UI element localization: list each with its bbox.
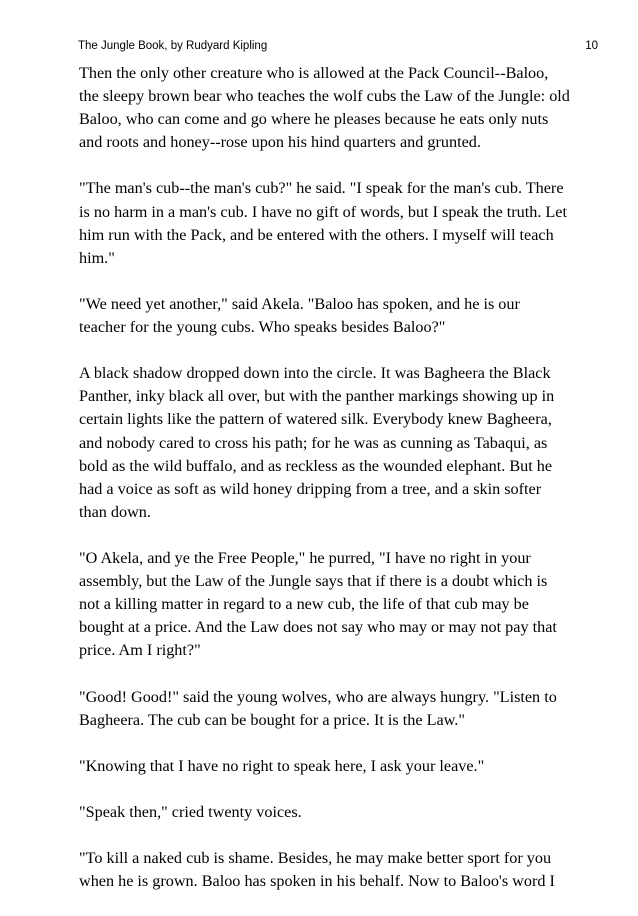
paragraph <box>79 755 609 778</box>
text-line: "O Akela, and ye the Free People," he purred, "I have no right in your <box>79 548 531 567</box>
text-line: "Knowing that I have no right to speak here, I ask your leave." <box>79 756 485 775</box>
text-line: "Good! Good!" said the young wolves, who are always hungry. "Listen to <box>79 687 557 706</box>
text-line: "We need yet another," said Akela. "Baloo has spoken, and he is our <box>79 294 520 313</box>
paragraph <box>79 801 609 824</box>
text-line: "To kill a naked cub is shame. Besides, he may make better sport for you <box>79 849 552 868</box>
text-line: Bagheera. The cub can be bought for a price. It is the Law." <box>79 710 465 729</box>
text-line: him run with the Pack, and be entered with the others. I myself will teach <box>79 225 554 244</box>
text-line: teacher for the young cubs. Who speaks besides Baloo?" <box>79 318 446 337</box>
paragraph <box>79 847 609 893</box>
text-line: A black shadow dropped down into the circle. It was Bagheera the Black <box>79 364 551 383</box>
paragraph <box>79 686 609 732</box>
paragraph <box>79 177 609 269</box>
text-line: price. Am I right?" <box>79 641 201 660</box>
text-line: certain lights like the pattern of watered silk. Everybody knew Bagheera, <box>79 410 552 429</box>
text-line: bold as the wild buffalo, and as reckless as the wounded elephant. But he <box>79 456 553 475</box>
text-line: Then the only other creature who is allowed at the Pack Council--Baloo, <box>79 64 549 82</box>
text-line: Baloo, who can come and go where he pleases because he eats only nuts <box>79 110 549 129</box>
text-line: when he is grown. Baloo has spoken in his behalf. Now to Baloo's word I <box>79 872 555 891</box>
running-title: The Jungle Book, by Rudyard Kipling <box>78 40 268 52</box>
body-text <box>79 62 609 916</box>
text-line: is no harm in a man's cub. I have no gift of words, but I speak the truth. Let <box>79 202 567 221</box>
page-header <box>78 38 598 54</box>
text-line: bought at a price. And the Law does not say who may or may not pay that <box>79 618 557 637</box>
text-line: "The man's cub--the man's cub?" he said. "I speak for the man's cub. There <box>79 179 564 198</box>
text-line: "Speak then," cried twenty voices. <box>79 803 302 821</box>
text-line: the sleepy brown bear who teaches the wolf cubs the Law of the Jungle: old <box>79 87 570 106</box>
text-line: Panther, inky black all over, but with the panther markings showing up in <box>79 387 555 406</box>
page-number: 10 <box>585 40 598 52</box>
text-line: assembly, but the Law of the Jungle says that if there is a doubt which is <box>79 572 548 591</box>
text-line: and roots and honey--rose upon his hind quarters and grunted. <box>79 133 481 152</box>
paragraph <box>79 62 609 154</box>
text-line: and nobody cared to cross his path; for he was as cunning as Tabaqui, as <box>79 433 548 452</box>
paragraph <box>79 362 609 524</box>
paragraph <box>79 293 609 339</box>
paragraph <box>79 547 609 662</box>
text-line: him." <box>79 248 115 267</box>
text-line: had a voice as soft as wild honey dripping from a tree, and a skin softer <box>79 479 542 498</box>
text-line: not a killing matter in regard to a new cub, the life of that cub may be <box>79 595 529 614</box>
text-line: than down. <box>79 502 151 521</box>
